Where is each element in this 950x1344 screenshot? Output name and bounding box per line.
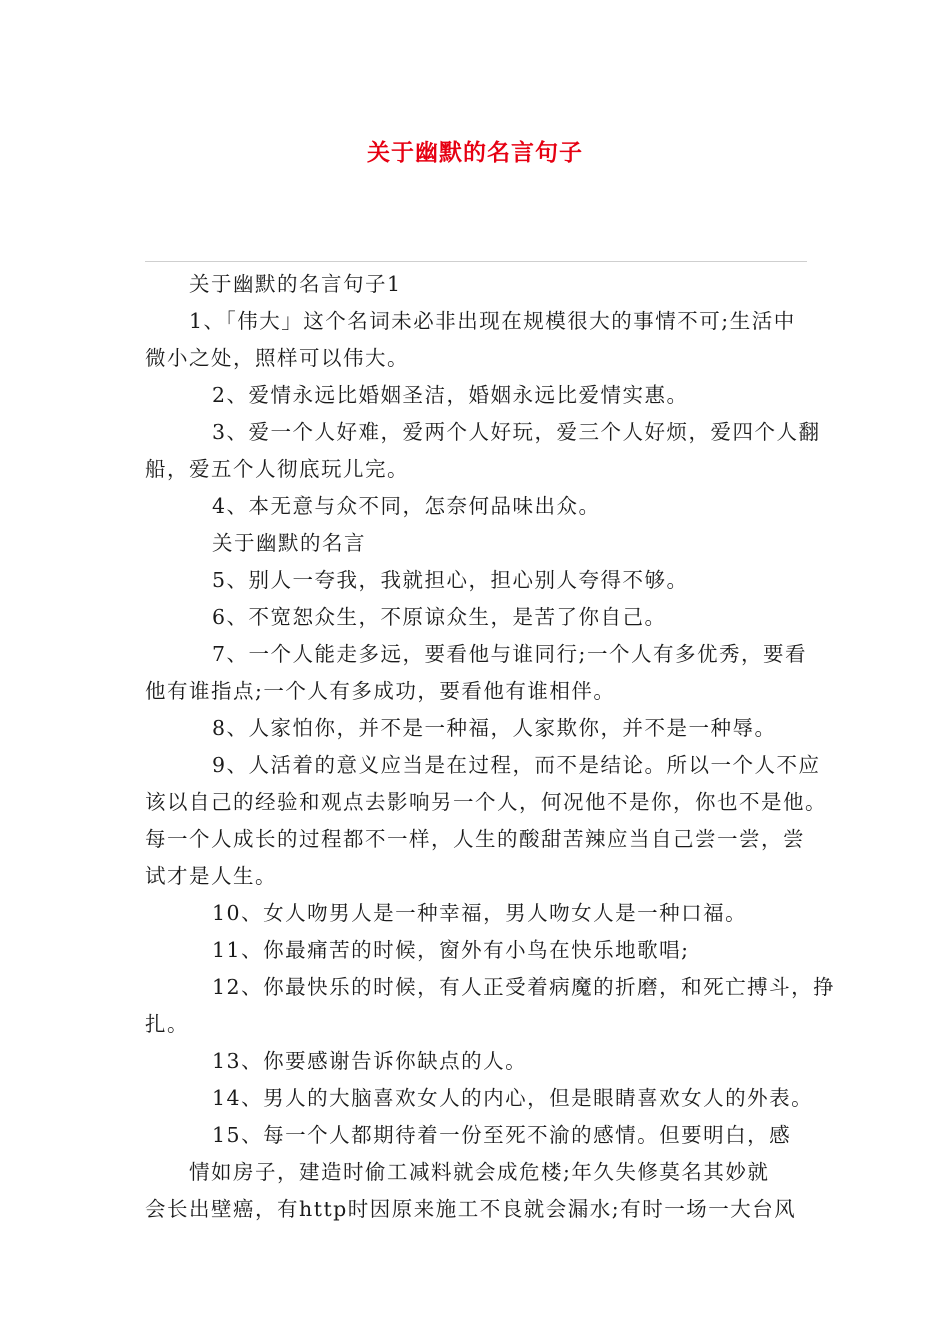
text-line: 7、一个人能走多远，要看他与谁同行;一个人有多优秀，要看 bbox=[212, 642, 807, 666]
text-line: 试才是人生。 bbox=[145, 864, 277, 888]
text-line: 5、别人一夸我，我就担心，担心别人夸得不够。 bbox=[212, 568, 689, 592]
text-line: 关于幽默的名言句子1 bbox=[189, 272, 402, 296]
text-line: 微小之处，照样可以伟大。 bbox=[145, 346, 409, 370]
text-line: 3、爱一个人好难，爱两个人好玩，爱三个人好烦，爱四个人翻 bbox=[212, 420, 821, 444]
text-line: 4、本无意与众不同，怎奈何品味出众。 bbox=[212, 494, 601, 518]
text-line: 每一个人成长的过程都不一样，人生的酸甜苦辣应当自己尝一尝，尝 bbox=[145, 827, 805, 851]
text-line: 船，爱五个人彻底玩儿完。 bbox=[145, 457, 409, 481]
text-line: 1、「伟大」这个名词未必非出现在规模很大的事情不可;生活中 bbox=[189, 309, 796, 333]
header-divider bbox=[145, 261, 807, 262]
text-line: 他有谁指点;一个人有多成功，要看他有谁相伴。 bbox=[145, 679, 616, 703]
text-line: 该以自己的经验和观点去影响另一个人，何况他不是你，你也不是他。 bbox=[145, 790, 827, 814]
text-line: 9、人活着的意义应当是在过程，而不是结论。所以一个人不应 bbox=[212, 753, 821, 777]
text-line: 8、人家怕你，并不是一种福，人家欺你，并不是一种辱。 bbox=[212, 716, 777, 740]
text-line: 11、你最痛苦的时候，窗外有小鸟在快乐地歌唱; bbox=[212, 938, 690, 962]
text-line: 扎。 bbox=[145, 1012, 189, 1036]
page-title: 关于幽默的名言句子 bbox=[367, 140, 583, 166]
text-line: 12、你最快乐的时候，有人正受着病魔的折磨，和死亡搏斗，挣 bbox=[212, 975, 836, 999]
text-line: 会长出壁癌，有http时因原来施工不良就会漏水;有时一场一大台风 bbox=[145, 1197, 797, 1221]
text-line: 15、每一个人都期待着一份至死不渝的感情。但要明白，感 bbox=[212, 1123, 792, 1147]
text-line: 情如房子，建造时偷工减料就会成危楼;年久失修莫名其妙就 bbox=[189, 1160, 770, 1184]
document-body bbox=[145, 266, 836, 1228]
text-line: 2、爱情永远比婚姻圣洁，婚姻永远比爱情实惠。 bbox=[212, 383, 689, 407]
text-line: 6、不宽恕众生，不原谅众生，是苦了你自己。 bbox=[212, 605, 667, 629]
text-line: 14、男人的大脑喜欢女人的内心，但是眼睛喜欢女人的外表。 bbox=[212, 1086, 814, 1110]
text-line: 关于幽默的名言 bbox=[212, 531, 366, 555]
text-line: 10、女人吻男人是一种幸福，男人吻女人是一种口福。 bbox=[212, 901, 748, 925]
text-line: 13、你要感谢告诉你缺点的人。 bbox=[212, 1049, 528, 1073]
